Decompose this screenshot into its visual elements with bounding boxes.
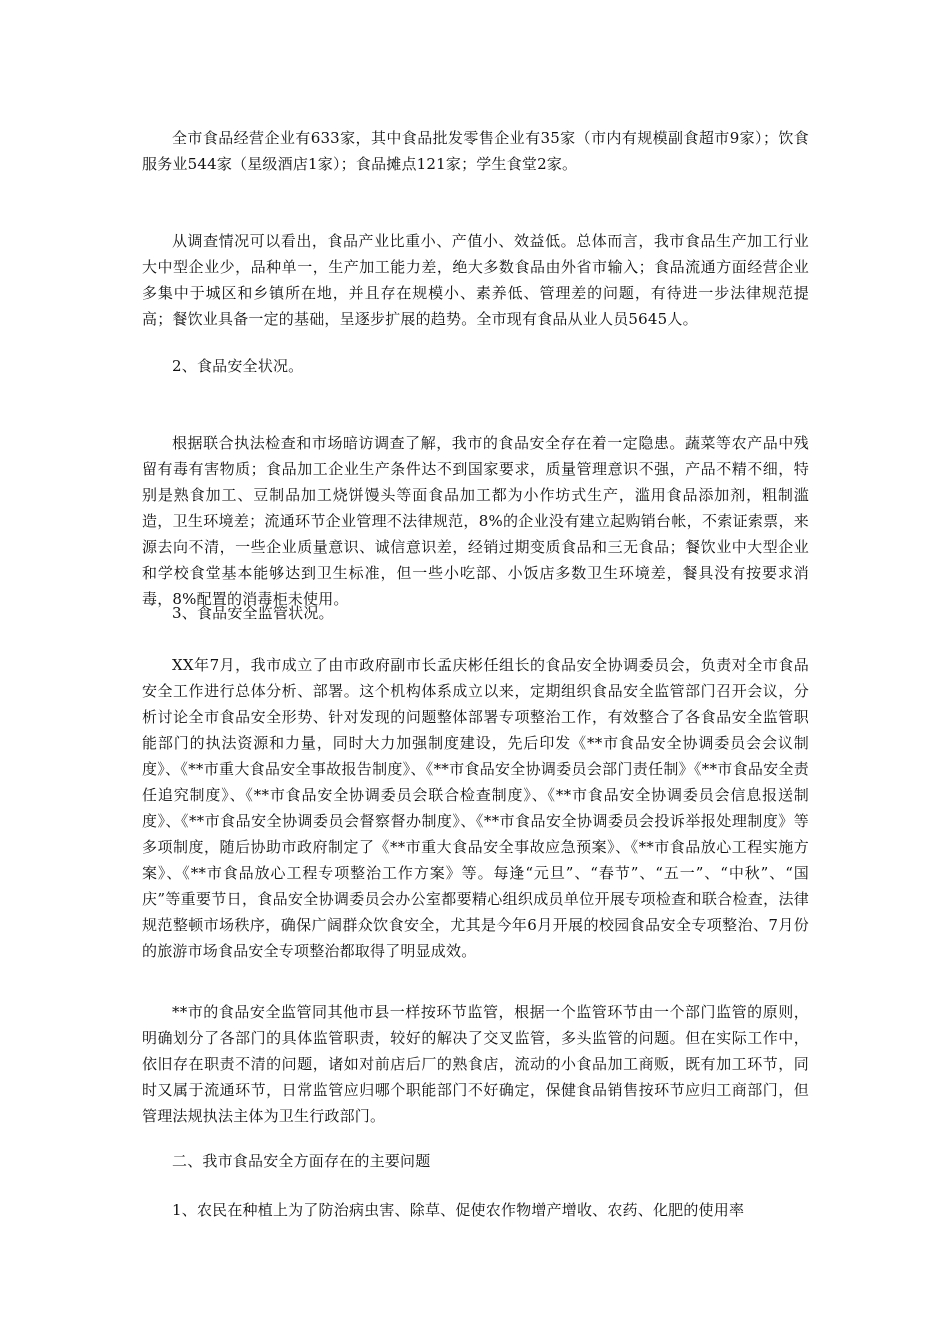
paragraph-supervision-by-stage: **市的食品安全监管同其他市县一样按环节监管，根据一个监管环节由一个部门监管的原则，明确划分了各部门的具体监管职责，较好的解决了交叉监管，多头监管的问题。但在实际工作中，依旧存在职责不清的问题，诸如对前店后厂的熟食店，流动的小食品加工商贩，既有加工环节，同时又属于流通环节，日常监管应归哪个职能部门不好确定，保健食品销售按环节应归工商部门，但管理法规执法主体为卫生行政部门。 bbox=[142, 1003, 809, 1125]
paragraph-coordination-committee: XX年7月，我市成立了由市政府副市长孟庆彬任组长的食品安全协调委员会，负责对全市食品安全工作进行总体分析、部署。这个机构体系成立以来，定期组织食品安全监管部门召开会议，分析讨论全市食品安全形势、针对发现的问题整体部署专项整治工作，有效整合了各食品安全监管职能部门的执法资源和力量，同时大力加强制度建设，先后印发《**市食品安全协调委员会会议制度》、《**市重大食品安全事故报告制度》、《**市食品安全协调委员会部门责任制》《**市食品安全责任追究制度》、《**市食品安全协调委员会联合检查制度》、《**市食品安全协调委员会信息报送制度》、《**市食品安全协调委员会督察督办制度》、《**市食品安全协调委员会投诉举报处理制度》等多项制度，随后协助市政府制定了《**市重大食品安全事故应急预案》、《**市食品放心工程实施方案》、《**市食品放心工程专项整治工作方案》等。每逢“元旦”、“春节”、“五一”、“中秋”、“国庆”等重要节日，食品安全协调委员会办公室都要精心组织成员单位开展专项检查和联合检查，法律规范整顿市场秩序，确保广阔群众饮食安全，尤其是今年6月开展的校园食品安全专项整治、7月份的旅游市场食品安全专项整治都取得了明显成效。 bbox=[142, 656, 809, 960]
paragraph-food-business-stats: 全市食品经营企业有633家，其中食品批发零售企业有35家（市内有规模副食超市9家）；饮食服务业544家（星级酒店1家）；食品摊点121家；学生食堂2家。 bbox=[142, 129, 809, 173]
paragraph-survey-findings: 从调查情况可以看出，食品产业比重小、产值小、效益低。总体而言，我市食品生产加工行业大中型企业少，品种单一，生产加工能力差，绝大多数食品由外省市输入；食品流通方面经营企业多集中于城区和乡镇所在地，并且存在规模小、素养低、管理差的问题，有待进一步法律规范提高；餐饮业具备一定的基础，呈逐步扩展的趋势。全市现有食品从业人员5645人。 bbox=[142, 232, 809, 328]
heading-main-problems: 二、我市食品安全方面存在的主要问题 bbox=[172, 1152, 431, 1170]
heading-food-safety-status: 2、食品安全状况。 bbox=[172, 357, 304, 375]
paragraph-pesticide-use: 1、农民在种植上为了防治病虫害、除草、促使农作物增产增收、农药、化肥的使用率 bbox=[172, 1201, 745, 1219]
paragraph-food-safety-risks: 根据联合执法检查和市场暗访调查了解，我市的食品安全存在着一定隐患。蔬菜等农产品中残留有毒有害物质；食品加工企业生产条件达不到国家要求，质量管理意识不强，产品不精不细，特别是熟食加工、豆制品加工烧饼馒头等面食品加工都为小作坊式生产，滥用食品添加剂，粗制滥造，卫生环境差；流通环节企业管理不法律规范，8%的企业没有建立起购销台帐，不索证索票，来源去向不清，一些企业质量意识、诚信意识差，经销过期变质食品和三无食品；餐饮业中大型企业和学校食堂基本能够达到卫生标准，但一些小吃部、小饭店多数卫生环境差，餐具没有按要求消毒，8%配置的消毒柜未使用。 bbox=[142, 434, 809, 608]
heading-supervision-status: 3、食品安全监管状况。 bbox=[172, 604, 334, 622]
